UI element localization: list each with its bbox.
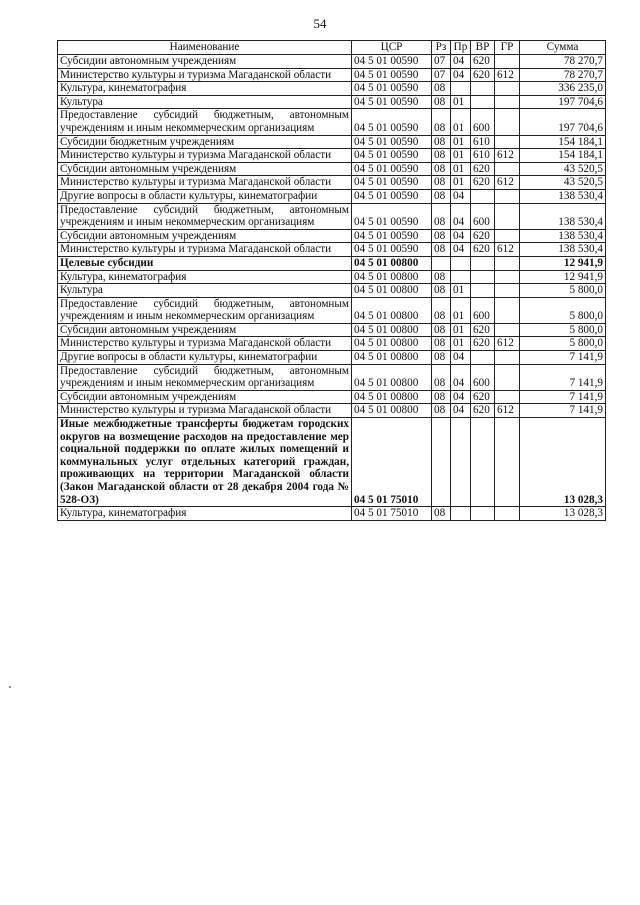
- cell-pr: 01: [451, 176, 471, 190]
- cell-gr: [495, 364, 520, 390]
- cell-amount: 5 800,0: [520, 297, 606, 323]
- cell-amount: 12 941,9: [520, 256, 606, 270]
- table-row: [58, 351, 606, 365]
- cell-pr: 04: [451, 68, 471, 82]
- cell-amount: 13 028,3: [520, 507, 606, 521]
- cell-pr: [451, 418, 471, 507]
- cell-code: 04 5 01 00800: [352, 364, 432, 390]
- cell-vr: 620: [471, 162, 495, 176]
- cell-amount: 7 141,9: [520, 404, 606, 418]
- cell-rz: 08: [432, 203, 451, 229]
- cell-name: Другие вопросы в области культуры, кинематографии: [58, 351, 352, 365]
- table-row: [58, 135, 606, 149]
- cell-pr: 01: [451, 135, 471, 149]
- cell-name: Министерство культуры и туризма Магаданской области: [58, 337, 352, 351]
- header-gr: ГР: [495, 41, 520, 55]
- cell-amount: 5 800,0: [520, 284, 606, 298]
- cell-gr: [495, 55, 520, 69]
- cell-pr: 01: [451, 95, 471, 109]
- cell-amount: 197 704,6: [520, 109, 606, 135]
- cell-code: 04 5 01 00590: [352, 135, 432, 149]
- cell-code: 04 5 01 00590: [352, 55, 432, 69]
- cell-vr: 620: [471, 390, 495, 404]
- cell-name: Министерство культуры и туризма Магаданской области: [58, 176, 352, 190]
- cell-vr: 610: [471, 135, 495, 149]
- cell-pr: [451, 270, 471, 284]
- cell-gr: [495, 95, 520, 109]
- table-row: [58, 270, 606, 284]
- cell-name: Предоставление субсидий бюджетным, автономным учреждениям и иным некоммерческим организациям: [58, 203, 352, 229]
- cell-code: 04 5 01 00590: [352, 82, 432, 96]
- table-row: [58, 256, 606, 270]
- cell-amount: 138 530,4: [520, 203, 606, 229]
- header-rz: Рз: [432, 41, 451, 55]
- cell-name: Субсидии бюджетным учреждениям: [58, 135, 352, 149]
- cell-rz: 07: [432, 68, 451, 82]
- cell-amount: 154 184,1: [520, 149, 606, 163]
- cell-code: 04 5 01 00800: [352, 390, 432, 404]
- cell-rz: 08: [432, 109, 451, 135]
- cell-amount: 138 530,4: [520, 243, 606, 257]
- table-row: [58, 507, 606, 521]
- cell-name: Культура: [58, 284, 352, 298]
- cell-rz: 08: [432, 404, 451, 418]
- table-row: [58, 284, 606, 298]
- cell-code: 04 5 01 00800: [352, 297, 432, 323]
- cell-name: Субсидии автономным учреждениям: [58, 390, 352, 404]
- cell-name: Субсидии автономным учреждениям: [58, 323, 352, 337]
- table-row: [58, 162, 606, 176]
- cell-amount: 7 141,9: [520, 390, 606, 404]
- cell-rz: 08: [432, 162, 451, 176]
- cell-gr: [495, 284, 520, 298]
- cell-vr: 620: [471, 229, 495, 243]
- cell-rz: 08: [432, 149, 451, 163]
- cell-gr: [495, 507, 520, 521]
- cell-gr: [495, 390, 520, 404]
- cell-rz: 08: [432, 351, 451, 365]
- cell-code: 04 5 01 00800: [352, 337, 432, 351]
- cell-pr: 01: [451, 109, 471, 135]
- cell-name: Министерство культуры и туризма Магаданской области: [58, 68, 352, 82]
- header-amount: Сумма: [520, 41, 606, 55]
- cell-vr: [471, 284, 495, 298]
- table-row: [58, 149, 606, 163]
- cell-vr: 600: [471, 203, 495, 229]
- cell-code: 04 5 01 00590: [352, 189, 432, 203]
- table-row: [58, 337, 606, 351]
- cell-gr: [495, 82, 520, 96]
- table-header-row: [58, 41, 606, 55]
- cell-name: Культура: [58, 95, 352, 109]
- cell-amount: 78 270,7: [520, 68, 606, 82]
- cell-rz: 08: [432, 507, 451, 521]
- cell-pr: 01: [451, 149, 471, 163]
- cell-code: 04 5 01 00590: [352, 243, 432, 257]
- cell-gr: [495, 229, 520, 243]
- cell-vr: [471, 351, 495, 365]
- table-row: [58, 55, 606, 69]
- cell-amount: 154 184,1: [520, 135, 606, 149]
- cell-pr: 04: [451, 189, 471, 203]
- cell-code: 04 5 01 00800: [352, 284, 432, 298]
- cell-pr: 04: [451, 390, 471, 404]
- cell-rz: 08: [432, 337, 451, 351]
- cell-code: 04 5 01 00590: [352, 109, 432, 135]
- table-row: [58, 68, 606, 82]
- budget-table: [57, 40, 606, 521]
- cell-vr: 620: [471, 404, 495, 418]
- cell-amount: 78 270,7: [520, 55, 606, 69]
- cell-gr: [495, 270, 520, 284]
- cell-vr: 600: [471, 109, 495, 135]
- cell-pr: [451, 256, 471, 270]
- table-row: [58, 297, 606, 323]
- table-row: [58, 189, 606, 203]
- cell-name: Министерство культуры и туризма Магаданской области: [58, 243, 352, 257]
- cell-amount: 12 941,9: [520, 270, 606, 284]
- cell-gr: [495, 351, 520, 365]
- cell-code: 04 5 01 00800: [352, 323, 432, 337]
- cell-name: Предоставление субсидий бюджетным, автономным учреждениям и иным некоммерческим организациям: [58, 109, 352, 135]
- cell-gr: [495, 109, 520, 135]
- cell-amount: 7 141,9: [520, 364, 606, 390]
- cell-rz: 08: [432, 243, 451, 257]
- cell-vr: [471, 82, 495, 96]
- cell-code: 04 5 01 00800: [352, 404, 432, 418]
- cell-code: 04 5 01 00590: [352, 176, 432, 190]
- cell-gr: [495, 162, 520, 176]
- cell-rz: 08: [432, 135, 451, 149]
- cell-name: Субсидии автономным учреждениям: [58, 55, 352, 69]
- table-row: [58, 229, 606, 243]
- cell-rz: 08: [432, 189, 451, 203]
- cell-name: Культура, кинематография: [58, 270, 352, 284]
- cell-amount: 13 028,3: [520, 418, 606, 507]
- cell-rz: 08: [432, 176, 451, 190]
- table-row: [58, 243, 606, 257]
- header-name: Наименование: [58, 41, 352, 55]
- cell-gr: 612: [495, 404, 520, 418]
- header-vr: ВР: [471, 41, 495, 55]
- table-row: [58, 418, 606, 507]
- margin-mark: [9, 686, 11, 688]
- page-number: 54: [313, 16, 327, 31]
- cell-name: Субсидии автономным учреждениям: [58, 229, 352, 243]
- cell-amount: 5 800,0: [520, 337, 606, 351]
- header-code: ЦСР: [352, 41, 432, 55]
- cell-name: Министерство культуры и туризма Магаданской области: [58, 149, 352, 163]
- cell-rz: 08: [432, 270, 451, 284]
- cell-code: 04 5 01 00800: [352, 270, 432, 284]
- cell-pr: 01: [451, 337, 471, 351]
- cell-pr: [451, 507, 471, 521]
- cell-rz: 08: [432, 364, 451, 390]
- cell-code: 04 5 01 75010: [352, 418, 432, 507]
- cell-code: 04 5 01 00590: [352, 162, 432, 176]
- cell-amount: 138 530,4: [520, 189, 606, 203]
- cell-pr: 01: [451, 284, 471, 298]
- cell-code: 04 5 01 00590: [352, 203, 432, 229]
- cell-name: Министерство культуры и туризма Магаданской области: [58, 404, 352, 418]
- cell-code: 04 5 01 00800: [352, 351, 432, 365]
- cell-code: 04 5 01 00590: [352, 229, 432, 243]
- cell-vr: 620: [471, 337, 495, 351]
- cell-vr: 620: [471, 55, 495, 69]
- table-row: [58, 404, 606, 418]
- cell-rz: 08: [432, 390, 451, 404]
- cell-name: Целевые субсидии: [58, 256, 352, 270]
- cell-code: 04 5 01 00800: [352, 256, 432, 270]
- cell-gr: 612: [495, 149, 520, 163]
- cell-amount: 138 530,4: [520, 229, 606, 243]
- cell-vr: 620: [471, 243, 495, 257]
- cell-rz: 08: [432, 229, 451, 243]
- cell-pr: 04: [451, 243, 471, 257]
- table-row: [58, 390, 606, 404]
- cell-gr: [495, 256, 520, 270]
- cell-pr: 04: [451, 55, 471, 69]
- cell-vr: 610: [471, 149, 495, 163]
- cell-vr: 600: [471, 364, 495, 390]
- cell-code: 04 5 01 75010: [352, 507, 432, 521]
- table-row: [58, 95, 606, 109]
- cell-pr: 04: [451, 404, 471, 418]
- cell-gr: 612: [495, 176, 520, 190]
- cell-code: 04 5 01 00590: [352, 149, 432, 163]
- cell-pr: 01: [451, 297, 471, 323]
- cell-amount: 197 704,6: [520, 95, 606, 109]
- cell-vr: [471, 507, 495, 521]
- cell-amount: 43 520,5: [520, 162, 606, 176]
- cell-gr: 612: [495, 243, 520, 257]
- table-row: [58, 109, 606, 135]
- cell-amount: 336 235,0: [520, 82, 606, 96]
- cell-pr: [451, 82, 471, 96]
- cell-name: Субсидии автономным учреждениям: [58, 162, 352, 176]
- table-row: [58, 176, 606, 190]
- table-row: [58, 364, 606, 390]
- cell-name: Иные межбюджетные трансферты бюджетам городских округов на возмещение расходов на предоставление мер социальной поддержки по оплате жилых помещений и коммунальных услуг отдельных категорий граждан, проживающих на территории Магаданской области (Закон Магаданской области от 28 декабря 2004 года № 528-ОЗ): [58, 418, 352, 507]
- cell-rz: 08: [432, 82, 451, 96]
- cell-gr: 612: [495, 337, 520, 351]
- cell-amount: 7 141,9: [520, 351, 606, 365]
- cell-rz: 08: [432, 95, 451, 109]
- cell-vr: 620: [471, 176, 495, 190]
- cell-name: Предоставление субсидий бюджетным, автономным учреждениям и иным некоммерческим организациям: [58, 297, 352, 323]
- cell-amount: 5 800,0: [520, 323, 606, 337]
- table-row: [58, 203, 606, 229]
- cell-name: Культура, кинематография: [58, 82, 352, 96]
- cell-name: Культура, кинематография: [58, 507, 352, 521]
- header-pr: Пр: [451, 41, 471, 55]
- cell-gr: [495, 297, 520, 323]
- cell-gr: 612: [495, 68, 520, 82]
- cell-pr: 01: [451, 162, 471, 176]
- cell-vr: 620: [471, 323, 495, 337]
- cell-rz: 08: [432, 323, 451, 337]
- cell-vr: 620: [471, 68, 495, 82]
- cell-name: Другие вопросы в области культуры, кинематографии: [58, 189, 352, 203]
- cell-code: 04 5 01 00590: [352, 68, 432, 82]
- cell-vr: [471, 189, 495, 203]
- cell-pr: 04: [451, 203, 471, 229]
- table-body: [58, 55, 606, 521]
- cell-rz: 08: [432, 297, 451, 323]
- cell-vr: 600: [471, 297, 495, 323]
- cell-pr: 04: [451, 364, 471, 390]
- cell-gr: [495, 203, 520, 229]
- cell-pr: 01: [451, 323, 471, 337]
- table-row: [58, 323, 606, 337]
- cell-code: 04 5 01 00590: [352, 95, 432, 109]
- table-row: [58, 82, 606, 96]
- cell-vr: [471, 418, 495, 507]
- cell-name: Предоставление субсидий бюджетным, автономным учреждениям и иным некоммерческим организациям: [58, 364, 352, 390]
- cell-vr: [471, 95, 495, 109]
- cell-rz: [432, 256, 451, 270]
- cell-rz: [432, 418, 451, 507]
- cell-gr: [495, 189, 520, 203]
- cell-gr: [495, 418, 520, 507]
- cell-gr: [495, 323, 520, 337]
- cell-vr: [471, 270, 495, 284]
- cell-rz: 08: [432, 284, 451, 298]
- cell-pr: 04: [451, 351, 471, 365]
- cell-vr: [471, 256, 495, 270]
- cell-gr: [495, 135, 520, 149]
- cell-amount: 43 520,5: [520, 176, 606, 190]
- cell-pr: 04: [451, 229, 471, 243]
- cell-rz: 07: [432, 55, 451, 69]
